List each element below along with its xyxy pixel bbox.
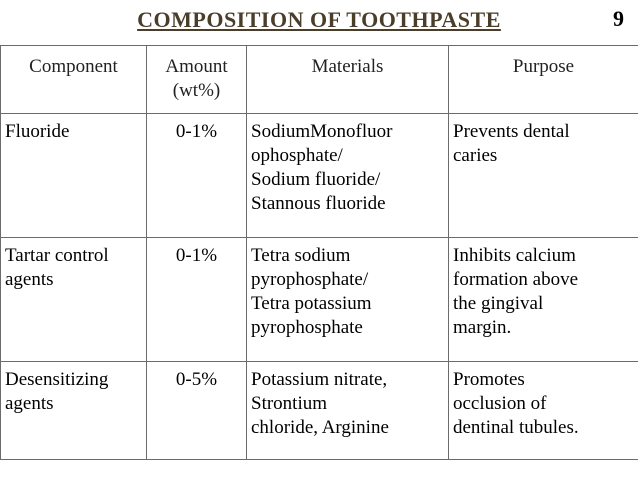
cell-component: Fluoride <box>1 114 147 238</box>
header-component: Component <box>1 46 147 114</box>
cell-purpose: Inhibits calcium formation above the gingival margin. <box>449 238 638 362</box>
table-row <box>1 362 638 460</box>
header-amount: Amount (wt%) <box>147 46 247 114</box>
composition-table <box>0 45 638 460</box>
page-number: 9 <box>613 6 624 31</box>
cell-purpose: Promotes occlusion of dentinal tubules. <box>449 362 638 460</box>
cell-purpose: Prevents dental caries <box>449 114 638 238</box>
cell-amount: 0-1% <box>147 238 247 362</box>
table-row <box>1 238 638 362</box>
cell-amount: 0-1% <box>147 114 247 238</box>
cell-component: Tartar control agents <box>1 238 147 362</box>
cell-component: Desensitizing agents <box>1 362 147 460</box>
cell-amount: 0-5% <box>147 362 247 460</box>
header-materials: Materials <box>247 46 449 114</box>
table-header-row <box>1 46 638 114</box>
header-purpose: Purpose <box>449 46 638 114</box>
table-row <box>1 114 638 238</box>
cell-materials: SodiumMonofluor ophosphate/ Sodium fluoride/ Stannous fluoride <box>247 114 449 238</box>
slide-title: COMPOSITION OF TOOTHPASTE <box>137 7 501 32</box>
cell-materials: Potassium nitrate, Strontium chloride, Arginine <box>247 362 449 460</box>
cell-materials: Tetra sodium pyrophosphate/ Tetra potassium pyrophosphate <box>247 238 449 362</box>
